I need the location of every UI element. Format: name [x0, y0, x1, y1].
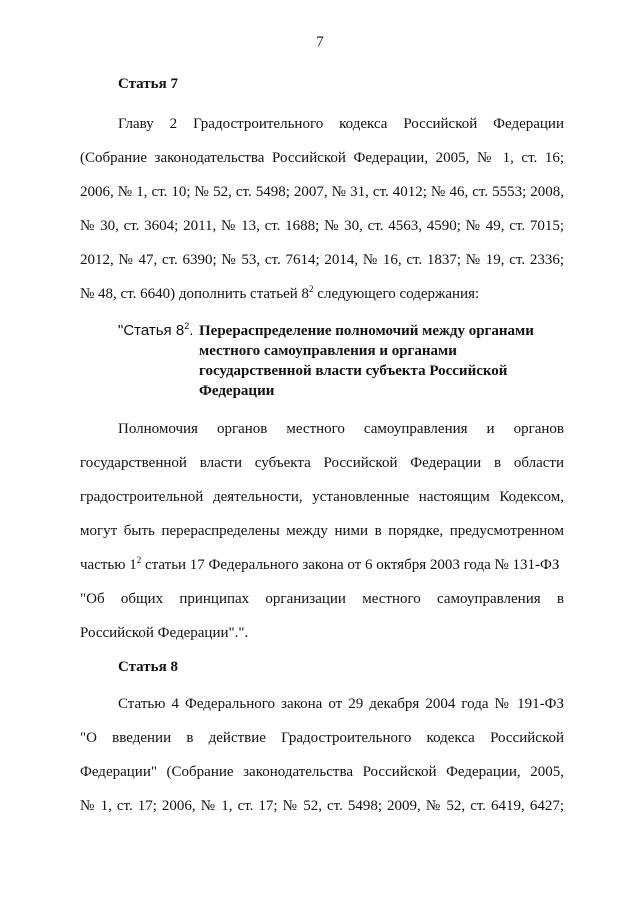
- new-article-line-5-tail: статьи 17 Федерального закона от 6 октября 2003 года № 131-ФЗ: [141, 557, 560, 573]
- new-article-line-4: могут быть перераспределены между ними в порядке, предусмотренном: [80, 523, 564, 539]
- new-article-label-text: "Статья 8: [118, 322, 185, 339]
- new-article-label: [118, 321, 193, 341]
- page-number: 7: [316, 34, 324, 50]
- article-7-line-6: [80, 284, 564, 304]
- new-article-title-line-2: местного самоуправления и органами: [199, 343, 457, 359]
- new-article-line-7: Российской Федерации".".: [80, 625, 249, 641]
- new-article-line-3: градостроительной деятельности, установленные настоящим Кодексом,: [80, 489, 564, 505]
- article-8-line-1: Статью 4 Федерального закона от 29 декабря 2004 года № 191-ФЗ: [118, 696, 564, 712]
- article-8-line-4: № 1, ст. 17; 2006, № 1, ст. 17; № 52, ст. 5498; 2009, № 52, ст. 6419, 6427;: [80, 798, 564, 814]
- new-article-line-1: Полномочия органов местного самоуправления и органов: [118, 421, 564, 437]
- article-7-line-1: Главу 2 Градостроительного кодекса Российской Федерации: [118, 116, 564, 132]
- new-article-line-6: "Об общих принципах организации местного самоуправления в: [80, 591, 564, 607]
- article-8-line-3: Федерации" (Собрание законодательства Российской Федерации, 2005,: [80, 764, 564, 780]
- new-article-label-end: .: [189, 322, 194, 339]
- article-7-line-6-sup: 2: [309, 284, 314, 294]
- new-article-line-5: [80, 555, 564, 575]
- new-article-line-2: государственной власти субъекта Российской Федерации в области: [80, 455, 564, 471]
- new-article-line-5-sup: 2: [136, 555, 142, 565]
- article-8-heading: Статья 8: [118, 659, 178, 675]
- article-7-line-3: 2006, № 1, ст. 10; № 52, ст. 5498; 2007, № 31, ст. 4012; № 46, ст. 5553; 2008,: [80, 184, 564, 200]
- article-7-line-6-tail: следующего содержания:: [313, 286, 480, 302]
- article-7-line-4: № 30, ст. 3604; 2011, № 13, ст. 1688; № 30, ст. 4563, 4590; № 49, ст. 7015;: [80, 218, 564, 234]
- new-article-title-line-4: Федерации: [199, 383, 275, 399]
- new-article-title-line-1: Перераспределение полномочий между органами: [199, 323, 534, 339]
- article-7-heading: Статья 7: [118, 76, 178, 92]
- new-article-line-5-text: частью 1: [80, 557, 137, 573]
- article-8-line-2: "О введении в действие Градостроительного кодекса Российской: [80, 730, 564, 746]
- article-7-line-2: (Собрание законодательства Российской Федерации, 2005, № 1, ст. 16;: [80, 150, 564, 166]
- article-7-line-5: 2012, № 47, ст. 6390; № 53, ст. 7614; 2014, № 16, ст. 1837; № 19, ст. 2336;: [80, 252, 564, 268]
- new-article-title-line-3: государственной власти субъекта Российской: [199, 363, 508, 379]
- new-article-label-sup: 2: [184, 321, 190, 331]
- article-7-line-6-text: № 48, ст. 6640) дополнить статьей 8: [80, 286, 310, 302]
